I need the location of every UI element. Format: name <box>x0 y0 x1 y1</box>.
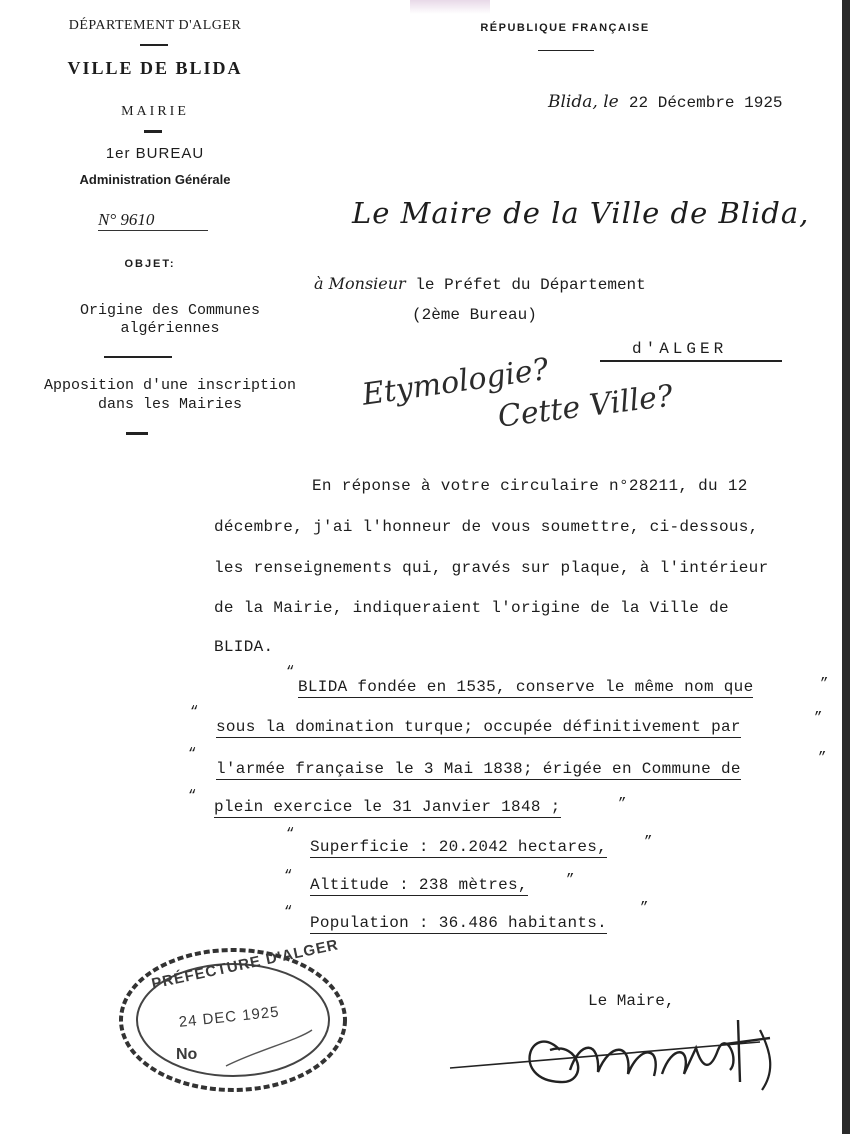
quote-mark: “ <box>284 868 293 884</box>
body-line-2: décembre, j'ai l'honneur de vous soumettre, ci-dessous, <box>214 518 759 536</box>
body-line-1: En réponse à votre circulaire n°28211, du 12 <box>312 477 748 495</box>
paper-right-edge <box>842 0 850 1134</box>
body-line-5: BLIDA. <box>214 638 274 656</box>
quote-mark: ” <box>814 710 823 726</box>
addressee-underline <box>600 360 782 362</box>
quote-mark: ” <box>640 900 649 916</box>
addressee-title: le Préfet du Département <box>415 276 646 294</box>
quote-line-3: l'armée française le 3 Mai 1838; érigée en Commune de <box>216 760 741 778</box>
stamp-date: 24 DEC 1925 <box>178 1003 281 1031</box>
body-line-3: les renseignements qui, gravés sur plaque, à l'intérieur <box>214 559 769 577</box>
objet-line-1a: Origine des Communes <box>79 302 261 319</box>
addressee-prefix: à Monsieur <box>314 274 406 293</box>
quote-mark: “ <box>188 788 197 804</box>
objet-line-2a: Apposition d'une inscription <box>43 377 297 394</box>
mairie-heading: MAIRIE <box>121 104 189 119</box>
addressee-line-1 <box>314 274 646 294</box>
republique-divider <box>538 50 594 51</box>
admin-heading: Administration Générale <box>79 172 231 187</box>
stamp-ring-text: PRÉFECTURE D'ALGER <box>150 936 341 993</box>
date-prefix: Blida, le <box>548 92 619 112</box>
quote-mark: ” <box>818 750 827 766</box>
quote-line-2: sous la domination turque; occupée définitivement par <box>216 718 741 736</box>
quote-mark: ” <box>644 834 653 850</box>
fact-altitude: Altitude : 238 mètres, <box>310 876 528 894</box>
quote-mark: ” <box>820 676 829 692</box>
ville-heading: VILLE DE BLIDA <box>67 58 243 78</box>
body-line-4: de la Mairie, indiqueraient l'origine de la Ville de <box>214 599 729 617</box>
stamp-number-label: No <box>176 1046 198 1063</box>
quote-mark: ” <box>566 872 575 888</box>
quote-mark: “ <box>286 664 295 680</box>
addressee-line-3: d'ALGER <box>632 340 728 358</box>
objet-line-1b: algériennes <box>120 320 220 337</box>
sender-title: Le Maire de la Ville de Blida, <box>352 196 810 230</box>
quote-mark: ” <box>618 796 627 812</box>
mairie-divider <box>144 130 162 133</box>
objet-divider <box>104 356 172 358</box>
reference-number: N° 9610 <box>98 210 208 231</box>
objet-line-2b: dans les Mairies <box>97 396 243 413</box>
quote-line-1: BLIDA fondée en 1535, conserve le même nom que <box>298 678 754 696</box>
mayor-signature <box>440 990 810 1110</box>
date-line <box>548 92 783 113</box>
fact-superficie: Superficie : 20.2042 hectares, <box>310 838 608 856</box>
closing-text: Le Maire, <box>588 992 675 1010</box>
quote-mark: “ <box>188 746 197 762</box>
quote-line-4: plein exercice le 31 Janvier 1848 ; <box>214 798 561 816</box>
quote-mark: “ <box>190 704 199 720</box>
fact-population: Population : 36.486 habitants. <box>310 914 608 932</box>
annotation-cette-ville: Cette Ville? <box>496 378 675 435</box>
annotation-etymologie: Etymologie? <box>360 351 551 413</box>
objet-end-divider <box>126 432 148 435</box>
quote-mark: “ <box>286 826 295 842</box>
addressee-line-2: (2ème Bureau) <box>412 306 537 324</box>
departement-heading: DÉPARTEMENT D'ALGER <box>68 18 242 33</box>
header-divider <box>140 44 168 46</box>
paper-edge-mark <box>410 0 490 14</box>
republique-heading: RÉPUBLIQUE FRANÇAISE <box>480 22 650 34</box>
date-value: 22 Décembre 1925 <box>628 94 783 112</box>
bureau-heading: 1er BUREAU <box>105 145 205 162</box>
quote-mark: “ <box>284 904 293 920</box>
objet-label: OBJET: <box>124 258 176 270</box>
